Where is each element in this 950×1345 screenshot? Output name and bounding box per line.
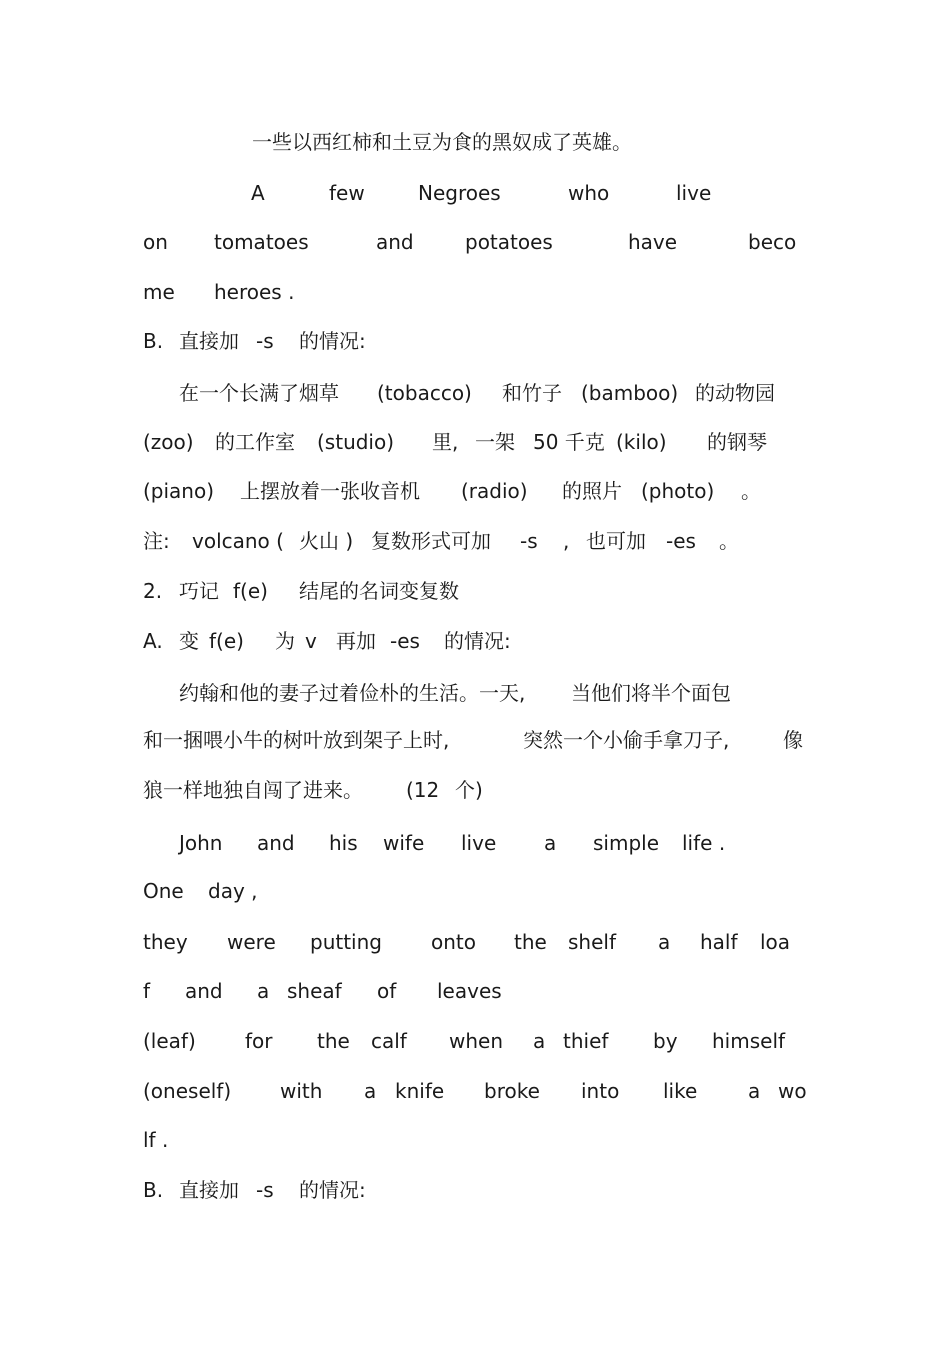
word: 也可加 [586,529,646,553]
text-line-11 [0,626,950,656]
text-line-3 [0,227,950,257]
word: simple [593,831,660,855]
word: f(e) [209,629,244,653]
word: beco [748,230,797,254]
word: have [628,230,678,254]
word: 复数形式可加 [371,529,491,553]
word: wo [778,1079,807,1103]
word: 当他们将半个面包 [571,681,731,705]
word: 和竹子 [502,381,562,405]
word: by [653,1029,678,1053]
word: a [533,1029,546,1053]
text-line-10 [0,576,950,606]
word: 变 [179,629,199,653]
word: potatoes [465,230,553,254]
word: when [449,1029,504,1053]
word: his [329,831,358,855]
word: (bamboo) [581,381,679,405]
word: like [663,1079,698,1103]
word: a [364,1079,377,1103]
word: 巧记 [179,579,219,603]
word: and [257,831,295,855]
word: lf . [143,1128,169,1152]
word: 2. [143,579,163,603]
word: -s [520,529,538,553]
word: 的照片 [562,479,622,503]
word: half [700,930,738,954]
word: sheaf [287,979,342,1003]
text-line-15 [0,828,950,858]
word: 在一个长满了烟草 [179,381,339,405]
word: the [514,930,547,954]
word: -s [256,329,274,353]
word: 50 千克 [533,430,605,454]
word: tomatoes [214,230,309,254]
word: f [143,979,151,1003]
word: 的动物园 [695,381,775,405]
word: 为 [275,629,295,653]
word: (12 [406,778,440,802]
word: B. [143,329,164,353]
word: 狼一样地独自闯了进来。 [143,778,363,802]
word: live [461,831,497,855]
word: 一些以西红柿和土豆为食的黑奴成了英雄。 [252,130,632,154]
word: 结尾的名词变复数 [299,579,459,603]
word: leaves [437,979,502,1003]
word: B. [143,1178,164,1202]
word: 的情况: [444,629,511,653]
word: live [676,181,712,205]
text-line-6 [0,378,950,408]
word: they [143,930,188,954]
text-line-2 [0,178,950,208]
word: A. [143,629,163,653]
word: and [376,230,414,254]
word: heroes . [214,280,295,304]
word: 的情况: [299,329,366,353]
word: loa [760,930,791,954]
word: 突然一个小偷手拿刀子, [523,728,730,752]
text-line-18 [0,976,950,1006]
word: thief [563,1029,609,1053]
word: 里, [432,430,459,454]
word: -es [390,629,420,653]
text-line-7 [0,427,950,457]
word: on [143,230,168,254]
text-line-20 [0,1076,950,1106]
word: (tobacco) [377,381,472,405]
word: putting [310,930,382,954]
word: , [563,529,570,553]
word: for [245,1029,273,1053]
text-line-21 [0,1125,950,1155]
word: A [251,181,265,205]
text-line-14 [0,775,950,805]
word: 。 [719,529,739,553]
text-line-1 [0,127,950,157]
word: day , [208,879,258,903]
word: himself [712,1029,786,1053]
word: onto [431,930,476,954]
word: who [568,181,610,205]
text-line-12 [0,678,950,708]
word: a [257,979,270,1003]
word: me [143,280,175,304]
text-line-8 [0,476,950,506]
word: 约翰和他的妻子过着俭朴的生活。一天, [179,681,526,705]
word: (photo) [641,479,715,503]
text-line-17 [0,927,950,957]
word: life . [682,831,726,855]
word: 和一捆喂小牛的树叶放到架子上时, [143,728,450,752]
word: 的工作室 [215,430,295,454]
word: a [544,831,557,855]
word: 的钢琴 [707,430,767,454]
word: 再加 [336,629,376,653]
word: 像 [783,728,803,752]
word: calf [371,1029,407,1053]
text-line-22 [0,1175,950,1205]
word: 火山 ) [299,529,354,553]
text-line-16 [0,876,950,906]
word: few [329,181,365,205]
word: 的情况: [299,1178,366,1202]
text-line-9 [0,526,950,556]
word: (zoo) [143,430,194,454]
word: knife [395,1079,445,1103]
text-line-13 [0,725,950,755]
word: 直接加 [179,329,239,353]
word: a [748,1079,761,1103]
word: of [377,979,397,1003]
word: 个) [455,778,483,802]
word: 。 [741,479,761,503]
word: (kilo) [616,430,667,454]
word: 直接加 [179,1178,239,1202]
word: (oneself) [143,1079,232,1103]
word: (leaf) [143,1029,196,1053]
word: 注: [143,529,170,553]
word: into [581,1079,620,1103]
word: a [658,930,671,954]
text-line-19 [0,1026,950,1056]
word: with [280,1079,323,1103]
word: shelf [568,930,616,954]
word: (piano) [143,479,215,503]
word: f(e) [233,579,268,603]
text-line-5 [0,326,950,356]
word: Negroes [418,181,501,205]
word: (studio) [317,430,395,454]
word: and [185,979,223,1003]
word: wife [383,831,425,855]
word: John [179,831,223,855]
word: (radio) [461,479,528,503]
word: broke [484,1079,540,1103]
word: One [143,879,184,903]
word: were [227,930,276,954]
text-line-4 [0,277,950,307]
word: volcano ( [192,529,284,553]
word: 上摆放着一张收音机 [240,479,420,503]
word: -es [666,529,696,553]
word: -s [256,1178,274,1202]
word: v [305,629,317,653]
word: 一架 [475,430,515,454]
word: the [317,1029,350,1053]
